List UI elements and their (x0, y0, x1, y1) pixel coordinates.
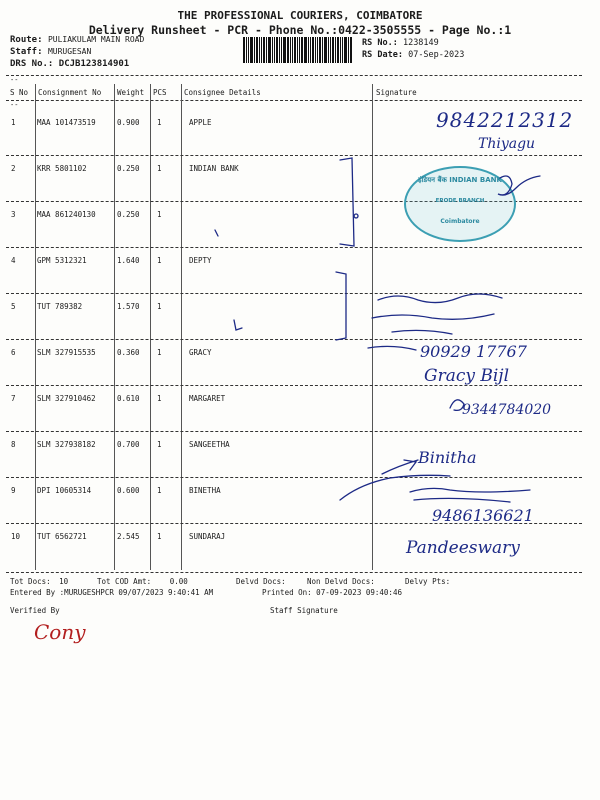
handwritten-name-row8: Binitha (418, 448, 477, 467)
row-pcs: 1 (157, 302, 162, 311)
row-pcs: 1 (157, 532, 162, 541)
row-consignee: SUNDARAJ (189, 532, 226, 541)
row-sno: 9 (11, 486, 16, 495)
row-sno: 6 (11, 348, 16, 357)
drs-label: DRS No.: (10, 59, 54, 69)
stamp-line-3: Coimbatore (440, 218, 480, 225)
row-weight: 2.545 (117, 532, 140, 541)
row-weight: 0.250 (117, 210, 140, 219)
row-weight: 0.900 (117, 118, 140, 127)
tot-docs-value: 10 (59, 577, 69, 586)
row-consignee: INDIAN BANK (189, 164, 239, 173)
tick-row5 (234, 320, 242, 330)
handwritten-name-row10: Pandeeswary (406, 538, 520, 558)
row-weight: 0.600 (117, 486, 140, 495)
signature-scribble-row2 (498, 176, 540, 195)
tot-cod-label: Tot COD Amt: (97, 577, 152, 586)
row-weight: 1.570 (117, 302, 140, 311)
delvd-docs-label: Delvd Docs: (236, 577, 286, 586)
row-pcs: 1 (157, 118, 162, 127)
row-consignment: TUT 6562721 (37, 532, 87, 541)
rs-date-label: RS Date: (362, 50, 403, 60)
row-consignment: SLM 327938182 (37, 440, 96, 449)
stamp-line-1: इंडियन बैंक INDIAN BANK (418, 176, 502, 184)
handwritten-phone-row1: 9842212312 (436, 108, 574, 132)
stamp-line-2: ERODE BRANCH (435, 198, 485, 204)
tick-row3 (215, 230, 218, 236)
row-consignee: MARGARET (189, 394, 226, 403)
divider-mark: -- (10, 101, 19, 109)
row-pcs: 1 (157, 164, 162, 173)
entered-by: Entered By :MURUGESHPCR 09/07/2023 9:40:41 AM (10, 588, 214, 597)
row-consignment: MAA 861240130 (37, 210, 96, 219)
delvy-pts-label: Delvy Pts: (405, 577, 451, 586)
totals-line (10, 577, 68, 586)
route-value: PULIAKULAM MAIN ROAD (47, 35, 145, 44)
handwritten-phone-row6: 90929 17767 (420, 342, 527, 361)
bracket-row4-5 (336, 272, 346, 340)
dot-row3 (354, 214, 358, 218)
row-pcs: 1 (157, 486, 162, 495)
row-sno: 2 (11, 164, 16, 173)
row-consignment: SLM 327915535 (37, 348, 96, 357)
handwritten-name-row6: Gracy Bijl (424, 366, 510, 386)
verified-initials: Cony (34, 620, 86, 644)
row-weight: 1.640 (117, 256, 140, 265)
non-delvd-docs-label: Non Delvd Docs: (307, 577, 375, 586)
row-weight: 0.250 (117, 164, 140, 173)
col-header-weight: Weight (117, 88, 145, 97)
row-consignee: SANGEETHA (189, 440, 230, 449)
handwritten-name-row1: Thiyagu (478, 136, 536, 152)
route-label: Route: (10, 35, 43, 45)
row-pcs: 1 (157, 440, 162, 449)
row-sno: 4 (11, 256, 16, 265)
row-consignment: MAA 101473519 (37, 118, 96, 127)
row-pcs: 1 (157, 348, 162, 357)
row-consignment: KRR 5801102 (37, 164, 87, 173)
verified-by-label: Verified By (10, 606, 60, 615)
row-sno: 3 (11, 210, 16, 219)
col-header-sno: S No (10, 88, 29, 97)
row-pcs: 1 (157, 256, 162, 265)
company-title: THE PROFESSIONAL COURIERS, COIMBATORE (177, 9, 423, 22)
row-consignee: DEPTY (189, 256, 212, 265)
signature-row7 (450, 400, 464, 411)
row-consignee: BINETHA (189, 486, 221, 495)
rs-no-value: 1238149 (402, 38, 439, 48)
row-sno: 1 (11, 118, 16, 127)
row-consignee: GRACY (189, 348, 212, 357)
row-consignment: GPM 5312321 (37, 256, 87, 265)
col-header-consignment: Consignment No (38, 88, 102, 97)
tot-cod-value: 0.00 (169, 577, 188, 586)
handwritten-phone-row9: 9486136621 (432, 506, 534, 525)
runsheet-title: Delivery Runsheet - PCR - Phone No.:0422-3505555 - Page No.:1 (88, 23, 512, 37)
row-consignment: DPI 10605314 (37, 486, 92, 495)
tot-docs-label: Tot Docs: (10, 577, 51, 586)
tamil-scrawl-row9 (410, 488, 530, 502)
col-header-consignee: Consignee Details (184, 88, 261, 97)
handwritten-phone-row7: 9344784020 (462, 402, 552, 418)
row-sno: 10 (11, 532, 21, 541)
rs-date-value: 07-Sep-2023 (408, 50, 465, 60)
bracket-row2-3 (340, 158, 354, 246)
staff-value: MURUGESAN (47, 47, 92, 56)
row-sno: 5 (11, 302, 16, 311)
row-pcs: 1 (157, 394, 162, 403)
tot-cod (97, 577, 188, 586)
row-sno: 7 (11, 394, 16, 403)
row-weight: 0.610 (117, 394, 140, 403)
rs-no-label: RS No.: (362, 38, 398, 48)
col-header-pcs: PCS (153, 88, 167, 97)
staff-signature-label: Staff Signature (270, 606, 338, 615)
divider-mark: -- (10, 76, 19, 84)
row-sno: 8 (11, 440, 16, 449)
staff-label: Staff: (10, 47, 43, 57)
row-weight: 0.700 (117, 440, 140, 449)
row-consignee: APPLE (189, 118, 212, 127)
row-consignment: TUT 789382 (37, 302, 83, 311)
arrow-row8 (382, 460, 418, 474)
row-weight: 0.360 (117, 348, 140, 357)
row-pcs: 1 (157, 210, 162, 219)
printed-on: Printed On: 07-09-2023 09:40:46 (262, 588, 402, 597)
arrow-row9 (340, 475, 450, 500)
col-header-signature: Signature (376, 88, 417, 97)
row-consignment: SLM 327910462 (37, 394, 96, 403)
drs-value: DCJB123814901 (58, 59, 130, 69)
tamil-scrawl-row5 (368, 294, 502, 350)
